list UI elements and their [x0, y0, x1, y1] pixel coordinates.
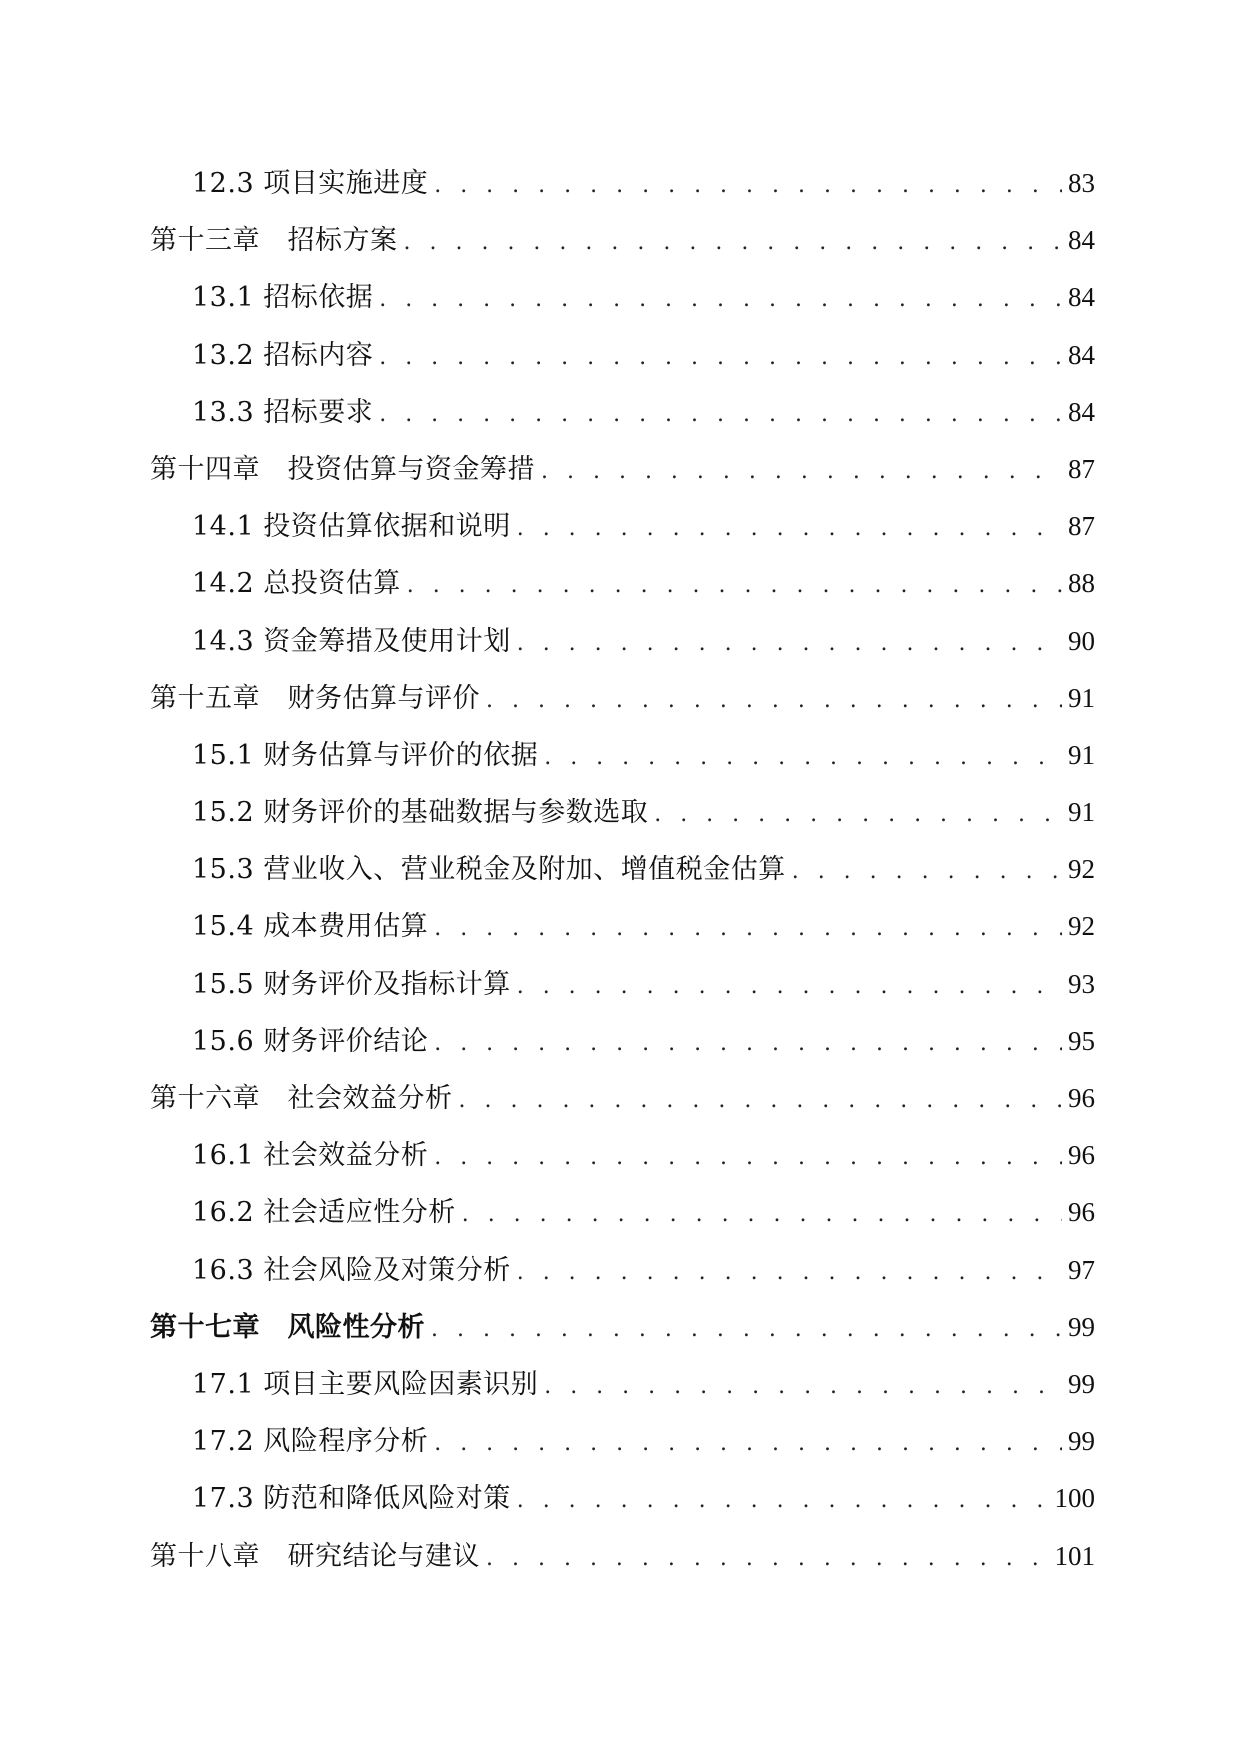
- toc-dot-leader: [517, 1244, 1062, 1301]
- toc-entry-title: 15.2 财务评价的基础数据与参数选取: [192, 797, 649, 829]
- toc-entry-page: 92: [1068, 911, 1095, 942]
- toc-entry-15-2[interactable]: [150, 784, 1095, 841]
- toc-entry-title: 17.3 防范和降低风险对策: [192, 1483, 511, 1515]
- toc-entry-15-1[interactable]: [150, 727, 1095, 784]
- toc-entry-page: 87: [1068, 511, 1095, 542]
- toc-entry-13-1[interactable]: [150, 269, 1095, 326]
- toc-dot-leader: [654, 786, 1062, 843]
- toc-entry-chapter-14[interactable]: [150, 441, 1095, 498]
- toc-entry-title: 16.1 社会效益分析: [192, 1140, 429, 1172]
- toc-entry-title: 15.5 财务评价及指标计算: [192, 968, 511, 1000]
- toc-entry-chapter-17[interactable]: [150, 1299, 1095, 1356]
- toc-entry-title: 14.3 资金筹措及使用计划: [192, 625, 511, 657]
- toc-dot-leader: [517, 500, 1062, 557]
- toc-dot-leader: [486, 1530, 1049, 1587]
- toc-entry-title: 15.1 财务估算与评价的依据: [192, 739, 539, 771]
- toc-entry-page: 90: [1068, 625, 1095, 656]
- toc-dot-leader: [459, 1072, 1063, 1129]
- toc-entry-page: 84: [1068, 396, 1095, 427]
- toc-entry-page: 97: [1068, 1254, 1095, 1285]
- toc-entry-16-1[interactable]: [150, 1127, 1095, 1184]
- toc-entry-page: 101: [1054, 1540, 1095, 1571]
- toc-entry-14-1[interactable]: [150, 498, 1095, 555]
- toc-entry-title: 14.1 投资估算依据和说明: [192, 511, 511, 543]
- toc-entry-title: 第十四章 投资估算与资金筹措: [150, 453, 535, 485]
- toc-entry-title: 16.2 社会适应性分析: [192, 1197, 456, 1229]
- toc-entry-14-2[interactable]: [150, 555, 1095, 612]
- toc-entry-15-5[interactable]: [150, 956, 1095, 1013]
- toc-entry-page: 99: [1068, 1311, 1095, 1342]
- toc-entry-15-4[interactable]: [150, 898, 1095, 955]
- toc-entry-14-3[interactable]: [150, 613, 1095, 670]
- toc-entry-13-3[interactable]: [150, 384, 1095, 441]
- toc-entry-page: 99: [1068, 1426, 1095, 1457]
- toc-entry-title: 第十八章 研究结论与建议: [150, 1540, 480, 1572]
- toc-entry-page: 88: [1068, 568, 1095, 599]
- toc-entry-17-3[interactable]: [150, 1470, 1095, 1527]
- toc-dot-leader: [407, 557, 1062, 614]
- toc-dot-leader: [544, 1358, 1062, 1415]
- toc-entry-12-3[interactable]: [150, 155, 1095, 212]
- toc-entry-page: 91: [1068, 739, 1095, 770]
- toc-entry-page: 96: [1068, 1197, 1095, 1228]
- toc-dot-leader: [517, 958, 1062, 1015]
- toc-dot-leader: [379, 386, 1062, 443]
- toc-entry-chapter-15[interactable]: [150, 670, 1095, 727]
- toc-entry-page: 84: [1068, 339, 1095, 370]
- toc-dot-leader: [434, 900, 1062, 957]
- toc-entry-chapter-18[interactable]: [150, 1528, 1095, 1585]
- toc-entry-16-3[interactable]: [150, 1242, 1095, 1299]
- toc-entry-17-2[interactable]: [150, 1413, 1095, 1470]
- toc-dot-leader: [486, 672, 1062, 729]
- table-of-contents: [150, 155, 1095, 1585]
- toc-entry-title: 第十五章 财务估算与评价: [150, 682, 480, 714]
- toc-entry-title: 13.1 招标依据: [192, 282, 374, 314]
- toc-entry-page: 92: [1068, 854, 1095, 885]
- toc-entry-title: 16.3 社会风险及对策分析: [192, 1254, 511, 1286]
- toc-entry-15-6[interactable]: [150, 1013, 1095, 1070]
- toc-entry-title: 15.4 成本费用估算: [192, 911, 429, 943]
- toc-entry-page: 93: [1068, 968, 1095, 999]
- toc-dot-leader: [517, 615, 1062, 672]
- toc-entry-title: 15.3 营业收入、营业税金及附加、增值税金估算: [192, 854, 786, 886]
- toc-dot-leader: [404, 214, 1063, 271]
- toc-dot-leader: [379, 271, 1062, 328]
- toc-entry-17-1[interactable]: [150, 1356, 1095, 1413]
- toc-entry-title: 17.1 项目主要风险因素识别: [192, 1368, 539, 1400]
- toc-entry-title: 17.2 风险程序分析: [192, 1426, 429, 1458]
- toc-dot-leader: [792, 843, 1062, 900]
- toc-entry-title: 第十三章 招标方案: [150, 225, 398, 257]
- toc-entry-page: 87: [1068, 453, 1095, 484]
- toc-dot-leader: [462, 1186, 1062, 1243]
- toc-entry-page: 84: [1068, 225, 1095, 256]
- toc-entry-13-2[interactable]: [150, 327, 1095, 384]
- toc-entry-page: 83: [1068, 168, 1095, 198]
- toc-entry-page: 95: [1068, 1025, 1095, 1056]
- toc-entry-chapter-16[interactable]: [150, 1070, 1095, 1127]
- toc-entry-page: 91: [1068, 682, 1095, 713]
- toc-dot-leader: [434, 1015, 1062, 1072]
- toc-entry-page: 96: [1068, 1083, 1095, 1113]
- toc-entry-title: 13.2 招标内容: [192, 339, 374, 371]
- toc-dot-leader: [379, 329, 1062, 386]
- toc-entry-page: 99: [1068, 1368, 1095, 1399]
- toc-entry-title: 第十六章 社会效益分析: [150, 1083, 453, 1114]
- toc-entry-title: 13.3 招标要求: [192, 396, 374, 428]
- toc-entry-page: 100: [1054, 1483, 1095, 1514]
- toc-dot-leader: [434, 157, 1062, 214]
- toc-entry-title: 第十七章 风险性分析: [150, 1311, 425, 1343]
- toc-entry-15-3[interactable]: [150, 841, 1095, 898]
- toc-dot-leader: [434, 1415, 1062, 1472]
- toc-entry-page: 96: [1068, 1140, 1095, 1171]
- toc-entry-title: 12.3 项目实施进度: [192, 168, 429, 199]
- toc-entry-page: 91: [1068, 797, 1095, 828]
- toc-entry-16-2[interactable]: [150, 1184, 1095, 1241]
- toc-entry-chapter-13[interactable]: [150, 212, 1095, 269]
- toc-dot-leader: [541, 443, 1062, 500]
- toc-entry-page: 84: [1068, 282, 1095, 313]
- toc-dot-leader: [431, 1301, 1062, 1358]
- toc-dot-leader: [544, 729, 1062, 786]
- toc-entry-title: 14.2 总投资估算: [192, 568, 401, 600]
- toc-entry-title: 15.6 财务评价结论: [192, 1025, 429, 1057]
- toc-dot-leader: [517, 1472, 1049, 1529]
- toc-dot-leader: [434, 1129, 1062, 1186]
